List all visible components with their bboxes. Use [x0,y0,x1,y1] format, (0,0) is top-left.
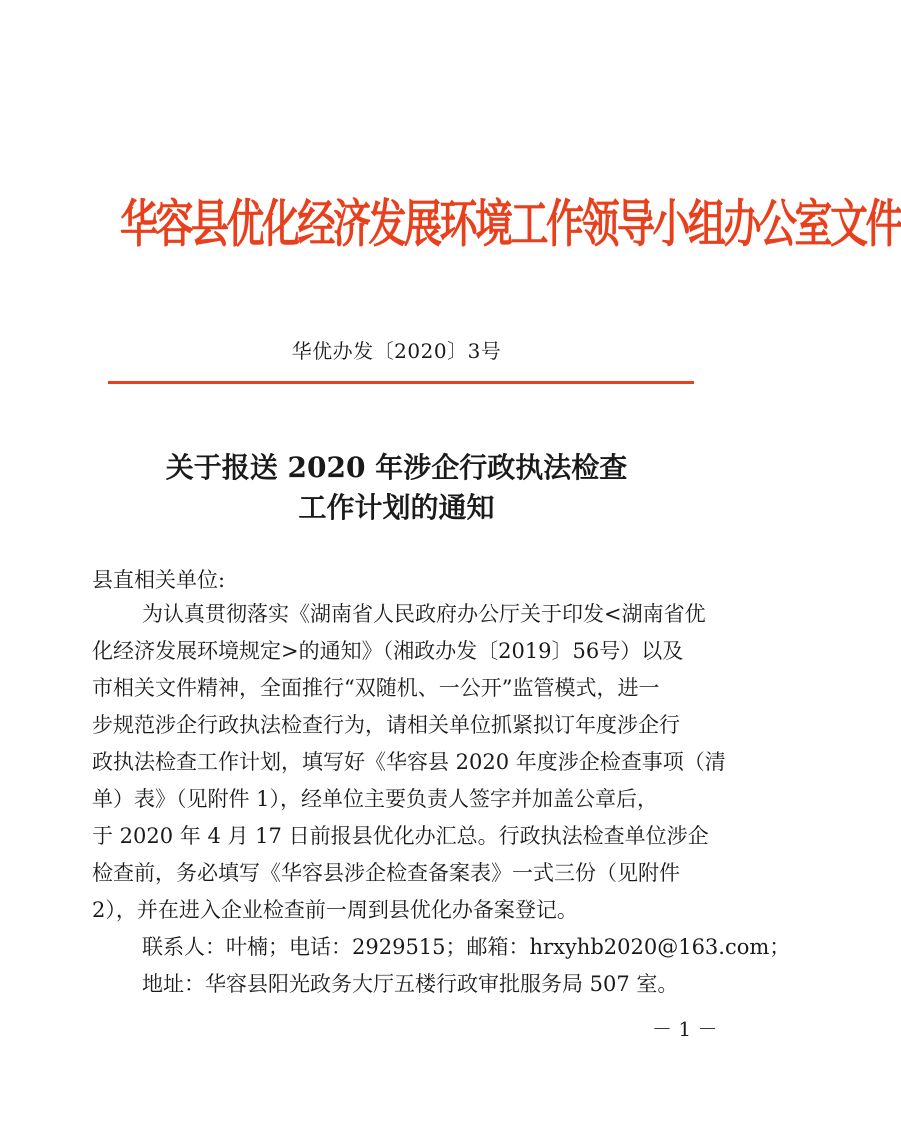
document-title [0,448,793,528]
contact-line: 联系人：叶楠；电话：2929515；邮箱：hrxyhb2020@163.com； [142,935,791,959]
salutation: 县直相关单位: [92,568,226,592]
document-body [92,596,791,1003]
address-line: 地址：华容县阳光政务大厅五楼行政审批服务局 507 室。 [142,972,679,996]
document-title-line-2: 工作计划的通知 [298,491,495,524]
body-line: 市相关文件精神，全面推行“双随机、一公开”监管模式，进一 [92,676,660,700]
body-line: 2），并在进入企业检查前一周到县优化办备案登记。 [92,898,578,922]
body-line: 步规范涉企行政执法检查行为，请相关单位抓紧拟订年度涉企行 [92,713,680,737]
body-line: 政执法检查工作计划，填写好《华容县 2020 年度涉企检查事项（清 [92,750,726,774]
header-divider-rule [108,381,694,384]
issuing-organization-header: 华容县优化经济发展环境工作领导小组办公室文件 [120,192,901,254]
body-line: 检查前，务必填写《华容县涉企检查备案表》一式三份（见附件 [92,861,680,885]
body-line: 于 2020 年 4 月 17 日前报县优化办汇总。行政执法检查单位涉企 [92,824,709,848]
body-line: 化经济发展环境规定>的通知》（湘政办发〔2019〕56号）以及 [92,639,684,663]
body-line: 单）表》（见附件 1），经单位主要负责人签字并加盖公章后， [92,787,659,811]
document-number: 华优办发〔2020〕3号 [291,339,502,363]
document-title-line-1: 关于报送 2020 年涉企行政执法检查 [165,451,628,484]
body-line: 为认真贯彻落实《湖南省人民政府办公厅关于印发<湖南省优 [142,602,706,626]
page-number: － 1 － [652,1017,718,1041]
